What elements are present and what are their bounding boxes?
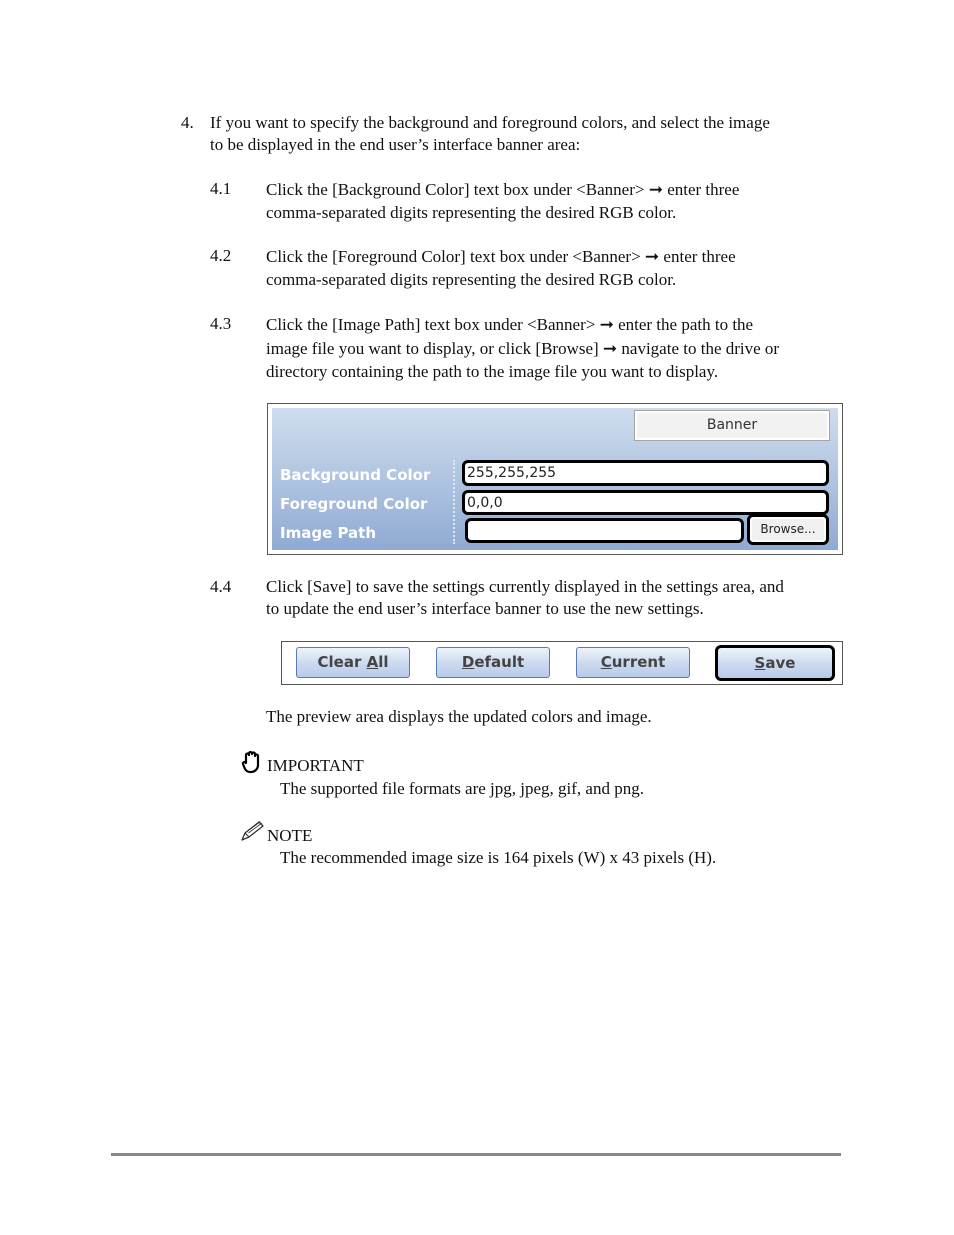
step-4-4-line-2: to update the end user’s interface banner to use the new settings.	[266, 599, 704, 618]
clear-all-label-suffix: ll	[378, 653, 389, 671]
background-color-label: Background Color	[280, 466, 431, 484]
current-button[interactable]	[576, 647, 690, 678]
step-4-3	[210, 313, 840, 384]
banner-panel	[272, 408, 838, 550]
step-4-line-1: If you want to specify the background and foreground colors, and select the image	[210, 113, 770, 132]
note-body: The recommended image size is 164 pixels (W) x 43 pixels (H).	[280, 848, 717, 867]
separator	[453, 460, 455, 544]
step-4-4	[210, 576, 850, 620]
save-button[interactable]	[715, 645, 835, 681]
save-label-suffix: ave	[765, 654, 796, 672]
default-button[interactable]	[436, 647, 550, 678]
step-number: 4.3	[210, 314, 232, 333]
image-path-label: Image Path	[280, 524, 377, 542]
image-path-input[interactable]	[465, 518, 744, 543]
footer-divider	[111, 1153, 841, 1156]
banner-tab[interactable]: Banner	[634, 410, 830, 441]
banner-settings-screenshot	[267, 403, 843, 555]
default-label-suffix: efault	[474, 653, 525, 671]
step-4	[181, 112, 841, 156]
step-number: 4.4	[210, 577, 232, 596]
save-accesskey: S	[754, 654, 766, 672]
step-number: 4.1	[210, 179, 232, 198]
preview-text: The preview area displays the updated colors and image.	[266, 707, 652, 726]
step-4-3-line-3: directory containing the path to the image file you want to display.	[266, 362, 719, 381]
step-4-2-line-2: comma-separated digits representing the desired RGB color.	[266, 270, 677, 289]
note-heading: NOTE	[267, 826, 313, 845]
foreground-color-label: Foreground Color	[280, 495, 428, 513]
important-body: The supported file formats are jpg, jpeg, gif, and png.	[280, 779, 644, 798]
step-4-1-line-1: Click the [Background Color] text box under <Banner> ➞ enter three	[266, 180, 740, 199]
current-label-suffix: urrent	[611, 653, 666, 671]
step-4-4-line-1: Click [Save] to save the settings currently displayed in the settings area, and	[266, 577, 784, 596]
step-4-3-line-1: Click the [Image Path] text box under <Banner> ➞ enter the path to the	[266, 315, 754, 334]
step-number: 4.2	[210, 246, 232, 265]
browse-button[interactable]: Browse...	[747, 514, 829, 545]
default-accesskey: D	[461, 653, 475, 671]
pencil-icon	[240, 820, 266, 842]
action-buttons-screenshot	[281, 641, 843, 685]
current-accesskey: C	[600, 653, 612, 671]
important-heading: IMPORTANT	[267, 756, 364, 775]
step-number: 4.	[181, 113, 194, 132]
step-4-1-line-2: comma-separated digits representing the desired RGB color.	[266, 203, 677, 222]
clear-all-label-prefix: Clear	[317, 653, 367, 671]
step-4-2-line-1: Click the [Foreground Color] text box under <Banner> ➞ enter three	[266, 247, 736, 266]
step-4-2	[210, 245, 840, 291]
hand-stop-icon	[240, 750, 264, 774]
background-color-input[interactable]: 255,255,255	[462, 460, 829, 486]
clear-all-accesskey: A	[366, 653, 379, 671]
step-4-3-line-2: image file you want to display, or click [Browse] ➞ navigate to the drive or	[266, 338, 780, 358]
step-4-line-2: to be displayed in the end user’s interface banner area:	[210, 135, 581, 154]
clear-all-button[interactable]	[296, 647, 410, 678]
step-4-1	[210, 178, 840, 224]
foreground-color-input[interactable]: 0,0,0	[462, 490, 829, 515]
